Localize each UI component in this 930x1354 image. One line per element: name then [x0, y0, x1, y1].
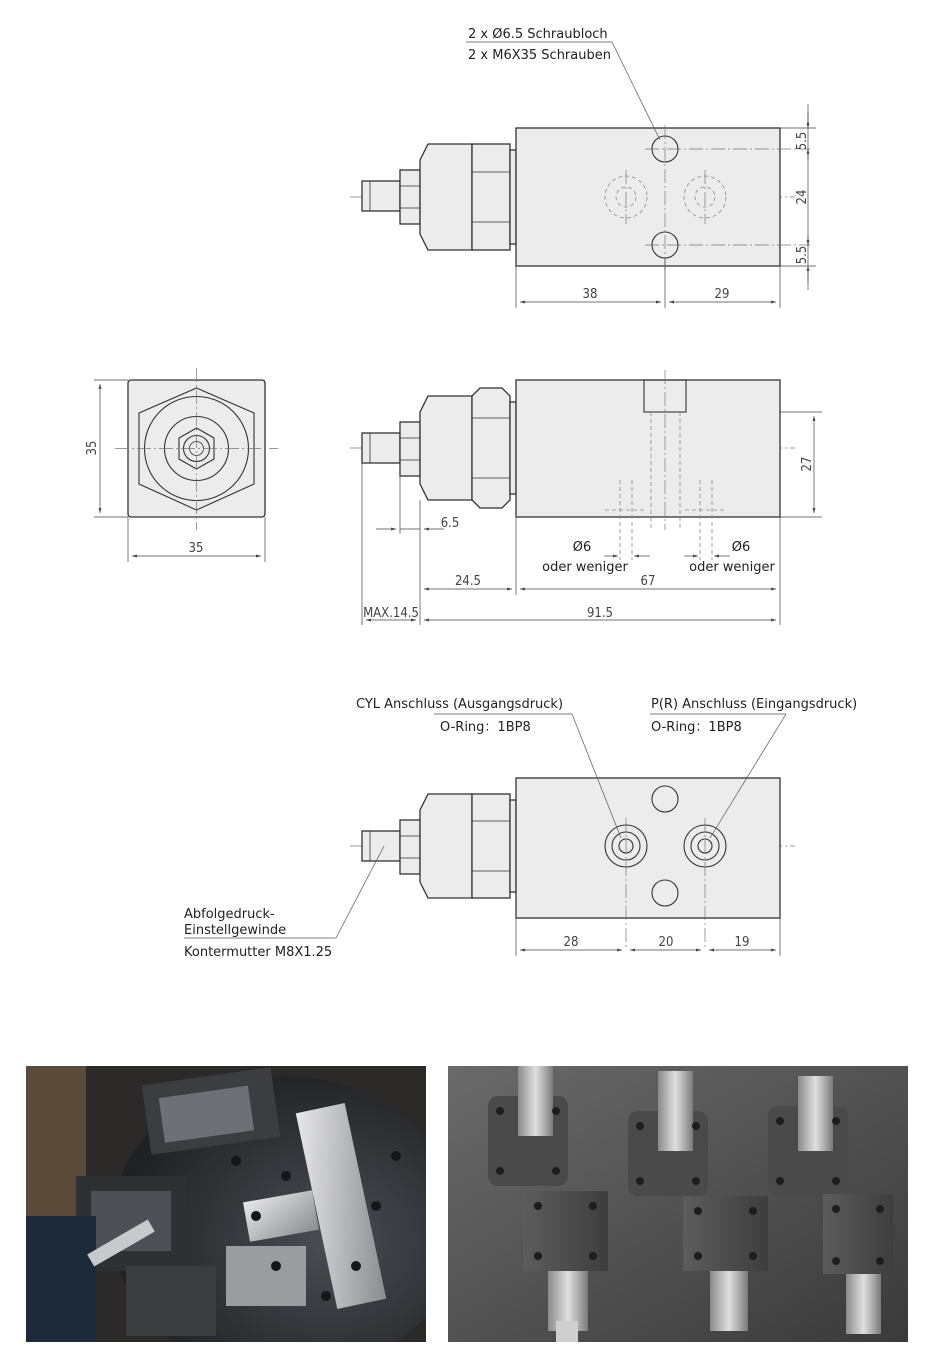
side-view [350, 370, 822, 625]
dim-28: 28 [563, 935, 579, 950]
screw-hole-note: 2 x Ø6.5 Schraubloch [468, 27, 608, 42]
dim-19: 19 [734, 935, 750, 950]
locknut-label: Kontermutter M8X1.25 [184, 945, 333, 960]
dim-5-5-top: 5.5 [795, 131, 810, 151]
cyl-port-label: CYL Anschluss (Ausgangsdruck) [356, 697, 564, 712]
cyl-oring-label: O-Ring：1BP8 [440, 720, 531, 735]
dim-24-5: 24.5 [454, 574, 482, 589]
dim-91-5: 91.5 [586, 606, 614, 621]
dim-5-5-bottom: 5.5 [795, 245, 810, 265]
pr-oring-label: O-Ring：1BP8 [651, 720, 742, 735]
dim-29: 29 [714, 287, 730, 302]
adjust-label-1: Abfolgedruck- [184, 907, 275, 922]
bottom-view [184, 697, 857, 960]
screw-note: 2 x M6X35 Schrauben [468, 48, 611, 63]
port-right-note: oder weniger [689, 560, 775, 575]
dim-6-5: 6.5 [440, 516, 460, 531]
end-view [85, 368, 278, 562]
top-view [350, 27, 816, 308]
dim-24: 24 [795, 189, 810, 205]
dim-67: 67 [640, 574, 656, 589]
installation-photo-left [26, 1066, 426, 1342]
port-left-dia: Ø6 [572, 540, 592, 555]
port-left-note: oder weniger [542, 560, 628, 575]
adjust-label-2: Einstellgewinde [184, 923, 287, 938]
installation-photo-right [448, 1066, 908, 1342]
pr-port-label: P(R) Anschluss (Eingangsdruck) [651, 697, 858, 712]
dim-20: 20 [658, 935, 674, 950]
dim-max-14-5: MAX.14.5 [363, 606, 419, 621]
port-right-dia: Ø6 [731, 540, 751, 555]
dim-end-width: 35 [188, 541, 204, 556]
dim-38: 38 [582, 287, 598, 302]
dim-27: 27 [800, 456, 815, 472]
dim-end-height: 35 [85, 440, 100, 456]
